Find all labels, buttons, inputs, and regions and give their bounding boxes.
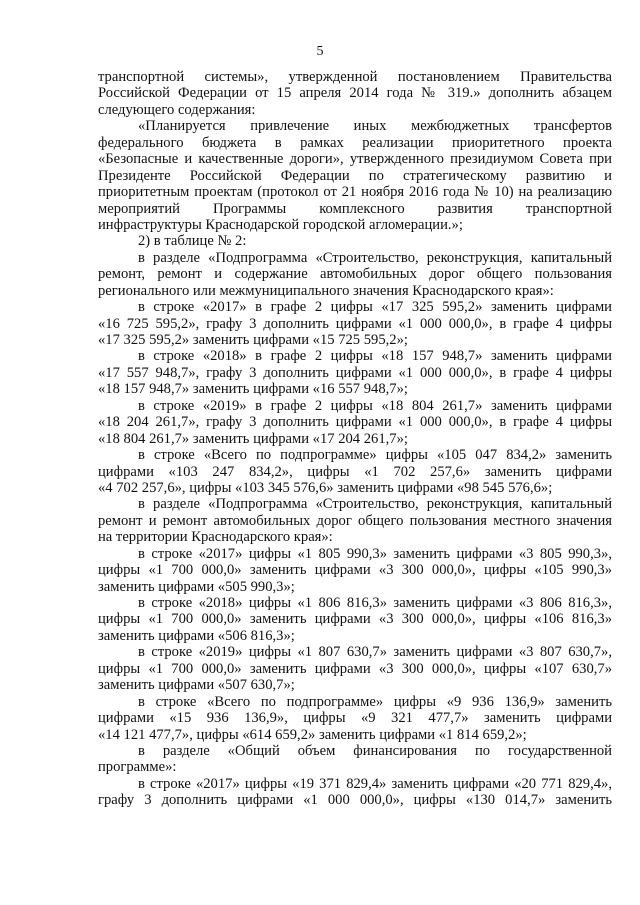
paragraph [98,595,612,644]
text-line: цифры «1 700 000,0» заменить цифрами «3 300 000,0», цифры «105 990,3» [98,562,612,579]
paragraph [98,776,612,809]
text-line: в разделе «Подпрограмма «Строительство, реконструкция, капитальный [138,249,612,266]
text-line: транспортной системы», утвержденной постановлением Правительства [98,69,612,85]
text-line: в строке «2019» цифры «1 807 630,7» заменить цифрами «3 807 630,7», [138,644,612,661]
paragraph [98,447,612,496]
text-line: в разделе «Общий объем финансирования по государственной [138,742,612,759]
paragraph [98,644,612,693]
paragraph [98,299,612,348]
text-line: в строке «2018» в графе 2 цифры «18 157 948,7» заменить цифрами [138,348,612,365]
text-line: заменить цифрами «505 990,3»; [98,578,295,595]
text-line: цифрами «15 936 136,9», цифры «9 321 477,7» заменить цифрами [98,710,612,727]
text-line: цифрами «103 247 834,2», цифры «1 702 257,6» заменить цифрами [98,463,612,480]
paragraph [98,694,612,743]
paragraph [98,118,612,233]
page-number: 5 [316,44,324,59]
text-line: инфраструктуры Краснодарской городской агломерации.»; [98,216,463,233]
text-line: мероприятий Программы комплексного развития транспортной [98,200,612,217]
document-body [98,69,612,809]
paragraph [98,69,612,118]
paragraph [98,743,612,776]
text-line: «Планируется привлечение иных межбюджетных трансфертов [138,118,612,135]
paragraph [98,546,612,595]
text-line: регионального или межмуниципального значения Краснодарского края»: [98,282,554,299]
text-line: заменить цифрами «506 816,3»; [98,627,295,644]
text-line: в строке «2018» цифры «1 806 816,3» заменить цифрами «3 806 816,3», [138,595,612,611]
paragraph [98,348,612,397]
text-line: «18 157 948,7» заменить цифрами «16 557 948,7»; [98,381,408,398]
text-line: «17 557 948,7», графу 3 дополнить цифрами «1 000 000,0», в графе 4 цифры [98,364,612,381]
text-line: следующего содержания: [98,101,256,118]
text-line: цифры «1 700 000,0» заменить цифрами «3 300 000,0», цифры «106 816,3» [98,611,612,628]
text-line: в строке «2019» в графе 2 цифры «18 804 261,7» заменить цифрами [138,397,612,414]
text-line: «14 121 477,7», цифры «614 659,2» заменить цифрами «1 814 659,2»; [98,726,527,743]
text-line: заменить цифрами «507 630,7»; [98,677,295,694]
text-line: в строке «Всего по подпрограмме» цифры «9 936 136,9» заменить [138,693,612,710]
text-line: на территории Краснодарского края»: [98,529,333,546]
text-line: «17 325 595,2» заменить цифрами «15 725 595,2»; [98,332,408,348]
text-line: в разделе «Подпрограмма «Строительство, реконструкция, капитальный [138,496,612,513]
text-line: в строке «2017» цифры «1 805 990,3» заменить цифрами «3 805 990,3», [138,545,612,562]
text-line: графу 3 дополнить цифрами «1 000 000,0», цифры «130 014,7» заменить [98,792,612,809]
text-line: в строке «2017» цифры «19 371 829,4» заменить цифрами «20 771 829,4», [138,775,612,792]
text-line: «Безопасные и качественные дороги», утвержденного президиумом Совета при [98,151,612,168]
text-line: в строке «Всего по подпрограмме» цифры «105 047 834,2» заменить [138,447,612,464]
paragraph [98,233,612,249]
text-line: ремонт, ремонт и содержание автомобильных дорог общего пользования [98,266,612,283]
text-line: «16 725 595,2», графу 3 дополнить цифрами «1 000 000,0», в графе 4 цифры [98,315,612,332]
paragraph [98,398,612,447]
text-line: «18 804 261,7» заменить цифрами «17 204 261,7»; [98,430,408,447]
text-line: 2) в таблице № 2: [138,233,247,250]
paragraph [98,496,612,545]
text-line: цифры «1 700 000,0» заменить цифрами «3 300 000,0», цифры «107 630,7» [98,660,612,677]
text-line: «4 702 257,6», цифры «103 345 576,6» заменить цифрами «98 545 576,6»; [98,479,553,496]
text-line: программе»: [98,759,177,776]
text-line: федерального бюджета в рамках реализации приоритетного проекта [98,134,612,151]
text-line: Президенте Российской Федерации по стратегическому развитию и [98,167,612,184]
text-line: «18 204 261,7», графу 3 дополнить цифрами «1 000 000,0», в графе 4 цифры [98,414,612,431]
text-line: ремонт и ремонт автомобильных дорог общего пользования местного значения [98,512,612,529]
paragraph [98,250,612,299]
text-line: приоритетным проектам (протокол от 21 ноября 2016 года № 10) на реализацию [98,184,612,201]
text-line: Российской Федерации от 15 апреля 2014 года № 319.» дополнить абзацем [98,85,612,102]
text-line: в строке «2017» в графе 2 цифры «17 325 595,2» заменить цифрами [138,299,612,316]
